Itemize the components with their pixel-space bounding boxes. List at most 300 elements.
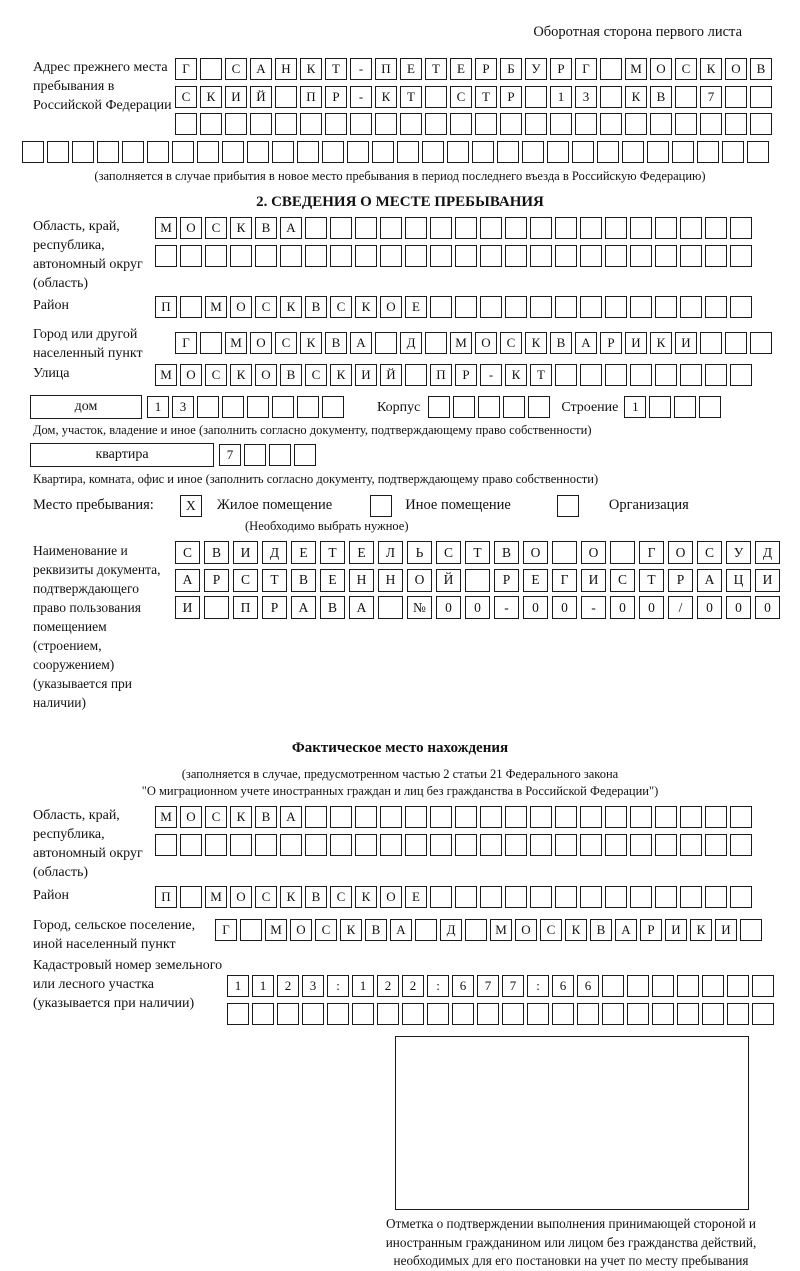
char-cell [455,296,477,318]
char-cell [355,217,377,239]
page-title: Оборотная сторона первого листа [533,24,742,40]
char-cell: О [475,332,497,354]
char-cell [580,806,602,828]
char-cell [480,886,502,908]
char-cell [480,296,502,318]
char-cell: И [175,596,200,619]
char-cell: В [305,296,327,318]
char-cell: Г [639,541,664,564]
city-2-row [215,919,765,942]
char-cell [505,245,527,267]
char-cell [555,886,577,908]
char-cell: / [668,596,693,619]
actual-location-title: Фактическое место нахождения [291,740,509,756]
char-cell: Р [262,596,287,619]
char-cell [405,217,427,239]
char-cell: 1 [227,975,249,997]
region-block [33,217,780,293]
char-cell: Р [455,364,477,386]
char-cell [699,396,721,418]
char-cell: В [280,364,302,386]
char-cell: К [625,86,647,108]
char-cell: М [205,296,227,318]
char-cell [347,141,369,163]
char-cell [625,113,647,135]
char-cell [725,332,747,354]
char-cell: С [330,886,352,908]
char-cell [630,364,652,386]
char-cell: Н [275,58,297,80]
char-cell [555,364,577,386]
char-cell [380,217,402,239]
char-cell: О [668,541,693,564]
city-label: Город или другой населенный пункт [33,326,143,361]
char-cell [222,141,244,163]
char-cell: И [581,569,606,592]
char-cell: 2 [277,975,299,997]
char-cell [255,245,277,267]
char-cell: С [436,541,461,564]
char-cell: С [205,806,227,828]
char-cell: О [523,541,548,564]
char-cell [405,245,427,267]
char-cell [480,834,502,856]
char-cell: А [250,58,272,80]
char-cell [730,245,752,267]
char-cell [680,834,702,856]
char-cell [750,86,772,108]
char-cell [325,113,347,135]
char-cell: У [726,541,751,564]
char-cell [180,296,202,318]
char-cell: 1 [624,396,646,418]
house-note: Дом, участок, владение и иное (заполнить согласно документу, подтверждающему право собственности) [33,423,592,437]
prev-address-row-1 [175,58,775,81]
char-cell: В [204,541,229,564]
house-name-box: дом [30,395,142,419]
char-cell [528,396,550,418]
char-cell [580,296,602,318]
char-cell: П [155,886,177,908]
char-cell: С [225,58,247,80]
char-cell: - [494,596,519,619]
char-cell [680,806,702,828]
char-cell [172,141,194,163]
char-cell [705,217,727,239]
char-cell [700,113,722,135]
region-2-label: Область, край, республика, автономный округ (область) [33,808,143,880]
char-cell [705,296,727,318]
char-cell [430,806,452,828]
char-cell: Е [320,569,345,592]
char-cell: Д [755,541,780,564]
char-cell [597,141,619,163]
char-cell [730,834,752,856]
char-cell [605,834,627,856]
char-cell: К [340,919,362,941]
char-cell [465,919,487,941]
stay-type-option-organization: Организация [608,497,689,513]
char-cell [500,113,522,135]
char-cell: - [350,86,372,108]
char-cell: А [280,806,302,828]
char-cell [655,364,677,386]
char-cell [555,217,577,239]
char-cell: О [650,58,672,80]
char-cell [200,113,222,135]
char-cell [647,141,669,163]
char-cell: 1 [352,975,374,997]
prev-address-note: (заполняется в случае прибытия в новое место пребывания в период последнего въезда в Российскую Федерацию) [94,169,706,183]
char-cell [180,886,202,908]
district-row [155,296,755,319]
char-cell: П [300,86,322,108]
char-cell [244,444,266,466]
char-cell: С [610,569,635,592]
char-cell [702,975,724,997]
char-cell: С [255,296,277,318]
char-cell [580,886,602,908]
char-cell: Г [175,58,197,80]
char-cell [750,332,772,354]
char-cell: Н [349,569,374,592]
char-cell [503,396,525,418]
char-cell [530,245,552,267]
district-2-label: Район [33,888,69,903]
char-cell [730,217,752,239]
char-cell [455,217,477,239]
char-cell: 0 [523,596,548,619]
cadastral-label: Кадастровый номер земельного или лесного участка (указывается при наличии) [33,957,223,1011]
char-cell: Е [291,541,316,564]
char-cell: В [365,919,387,941]
char-cell [405,834,427,856]
char-cell [355,806,377,828]
char-cell: К [375,86,397,108]
char-cell [675,86,697,108]
char-cell [305,806,327,828]
char-cell [702,1003,724,1025]
char-cell: Б [500,58,522,80]
char-cell [527,1003,549,1025]
char-cell: Р [475,58,497,80]
char-cell [200,332,222,354]
char-cell: И [355,364,377,386]
city-2-block [33,916,780,954]
char-cell: П [233,596,258,619]
stay-type-checkbox-other [370,495,392,517]
char-cell [577,1003,599,1025]
char-cell: Р [550,58,572,80]
char-cell [230,834,252,856]
char-cell [227,1003,249,1025]
char-cell [480,217,502,239]
char-cell: Г [552,569,577,592]
char-cell [455,834,477,856]
char-cell: М [155,364,177,386]
stay-type-checkbox-organization [557,495,579,517]
char-cell [630,886,652,908]
char-cell: А [291,596,316,619]
char-cell [294,444,316,466]
char-cell [430,296,452,318]
char-cell: О [380,296,402,318]
char-cell: К [300,58,322,80]
char-cell: К [355,886,377,908]
char-cell: У [525,58,547,80]
char-cell: А [350,332,372,354]
char-cell: О [180,364,202,386]
char-cell [297,141,319,163]
char-cell [225,113,247,135]
char-cell: Й [250,86,272,108]
char-cell [610,541,635,564]
char-cell [552,1003,574,1025]
char-cell: М [265,919,287,941]
char-cell [677,1003,699,1025]
char-cell [600,113,622,135]
char-cell: С [450,86,472,108]
char-cell [525,113,547,135]
region-row-1 [155,217,755,240]
char-cell: 1 [550,86,572,108]
char-cell [649,396,671,418]
char-cell [630,296,652,318]
region-row-2 [155,245,755,268]
char-cell: Т [425,58,447,80]
char-cell: К [230,364,252,386]
char-cell [250,113,272,135]
char-cell: К [200,86,222,108]
korpus-row [428,396,553,419]
char-cell [22,141,44,163]
char-cell [505,806,527,828]
char-cell: О [515,919,537,941]
char-cell [555,806,577,828]
char-cell: Е [405,296,427,318]
char-cell: 1 [252,975,274,997]
char-cell [197,141,219,163]
char-cell: К [230,806,252,828]
char-cell: А [697,569,722,592]
char-cell: О [180,217,202,239]
char-cell [572,141,594,163]
prev-address-row-2 [175,86,775,109]
char-cell: К [330,364,352,386]
char-cell [655,296,677,318]
apartment-name-box: квартира [30,443,214,467]
char-cell [425,332,447,354]
char-cell: Л [378,541,403,564]
char-cell: К [505,364,527,386]
char-cell: А [575,332,597,354]
city-block [33,325,780,363]
char-cell [650,113,672,135]
char-cell [47,141,69,163]
char-cell [655,245,677,267]
prev-address-row-3 [175,113,775,136]
char-cell [530,296,552,318]
char-cell: Р [325,86,347,108]
char-cell: 2 [402,975,424,997]
char-cell [280,834,302,856]
char-cell [727,1003,749,1025]
char-cell [400,113,422,135]
char-cell [222,396,244,418]
char-cell: 7 [219,444,241,466]
char-cell: : [327,975,349,997]
char-cell: 6 [577,975,599,997]
char-cell [630,217,652,239]
char-cell [305,245,327,267]
char-cell [674,396,696,418]
char-cell: С [330,296,352,318]
char-cell [580,834,602,856]
char-cell: 0 [610,596,635,619]
char-cell [752,1003,774,1025]
char-cell: № [407,596,432,619]
char-cell [675,113,697,135]
char-cell: О [725,58,747,80]
char-cell [430,217,452,239]
char-cell [530,806,552,828]
char-cell [255,834,277,856]
char-cell [377,1003,399,1025]
char-cell: Т [465,541,490,564]
char-cell [677,975,699,997]
char-cell: М [490,919,512,941]
char-cell [672,141,694,163]
char-cell [205,834,227,856]
char-cell: О [290,919,312,941]
char-cell: С [255,886,277,908]
char-cell: И [715,919,737,941]
char-cell [655,806,677,828]
char-cell [680,217,702,239]
char-cell [575,113,597,135]
confirmation-note: Отметка о подтверждении выполнения принимающей стороной и иностранным гражданином или лицом без гражданства действий, необходимых для его постановки на учет по месту пребывания [385,1216,757,1268]
char-cell [465,569,490,592]
char-cell: Т [320,541,345,564]
char-cell [350,113,372,135]
char-cell: Й [380,364,402,386]
char-cell [605,296,627,318]
confirmation-stamp-box [395,1036,749,1210]
char-cell [740,919,762,941]
char-cell [375,113,397,135]
char-cell [453,396,475,418]
char-cell [680,886,702,908]
char-cell: 7 [502,975,524,997]
char-cell [627,975,649,997]
char-cell [428,396,450,418]
char-cell: С [675,58,697,80]
char-cell: М [450,332,472,354]
char-cell [727,975,749,997]
char-cell [427,1003,449,1025]
prev-address-row-4 [22,141,780,164]
char-cell [405,806,427,828]
char-cell [655,886,677,908]
char-cell: В [305,886,327,908]
char-cell [240,919,262,941]
char-cell [700,332,722,354]
char-cell [630,245,652,267]
char-cell [705,806,727,828]
char-cell [422,141,444,163]
char-cell: П [155,296,177,318]
char-cell: К [700,58,722,80]
char-cell [155,834,177,856]
char-cell: С [305,364,327,386]
char-cell [72,141,94,163]
cadastral-row-1 [227,975,777,998]
stay-type-option-other: Иное помещение [405,497,511,513]
stay-type-checkbox-residential: X [180,495,202,517]
char-cell: С [697,541,722,564]
char-cell [505,217,527,239]
char-cell [247,141,269,163]
document-row-3 [175,596,784,620]
char-cell: 1 [147,396,169,418]
char-cell: И [665,919,687,941]
char-cell [455,245,477,267]
char-cell [269,444,291,466]
cadastral-row-2 [227,1003,777,1026]
char-cell [627,1003,649,1025]
char-cell: С [500,332,522,354]
char-cell: М [155,217,177,239]
char-cell: В [550,332,572,354]
char-cell [480,806,502,828]
char-cell: Т [639,569,664,592]
char-cell [380,245,402,267]
char-cell [630,834,652,856]
char-cell [330,217,352,239]
char-cell [600,58,622,80]
char-cell: П [430,364,452,386]
char-cell: Д [440,919,462,941]
char-cell: О [230,296,252,318]
char-cell [725,113,747,135]
region-2-row-2 [155,834,755,857]
char-cell: Н [378,569,403,592]
char-cell [605,245,627,267]
char-cell [550,113,572,135]
char-cell [705,886,727,908]
char-cell: 3 [302,975,324,997]
char-cell [280,245,302,267]
char-cell [455,886,477,908]
char-cell: К [650,332,672,354]
char-cell [497,141,519,163]
char-cell [300,113,322,135]
char-cell: Р [668,569,693,592]
char-cell: П [375,58,397,80]
char-cell [600,86,622,108]
char-cell: И [755,569,780,592]
section-2-title: 2. СВЕДЕНИЯ О МЕСТЕ ПРЕБЫВАНИЯ [256,194,544,210]
char-cell [725,86,747,108]
char-cell: Т [400,86,422,108]
char-cell [655,217,677,239]
char-cell: М [155,806,177,828]
char-cell [405,364,427,386]
char-cell [602,975,624,997]
char-cell [530,217,552,239]
apartment-block [33,443,780,467]
char-cell [705,364,727,386]
